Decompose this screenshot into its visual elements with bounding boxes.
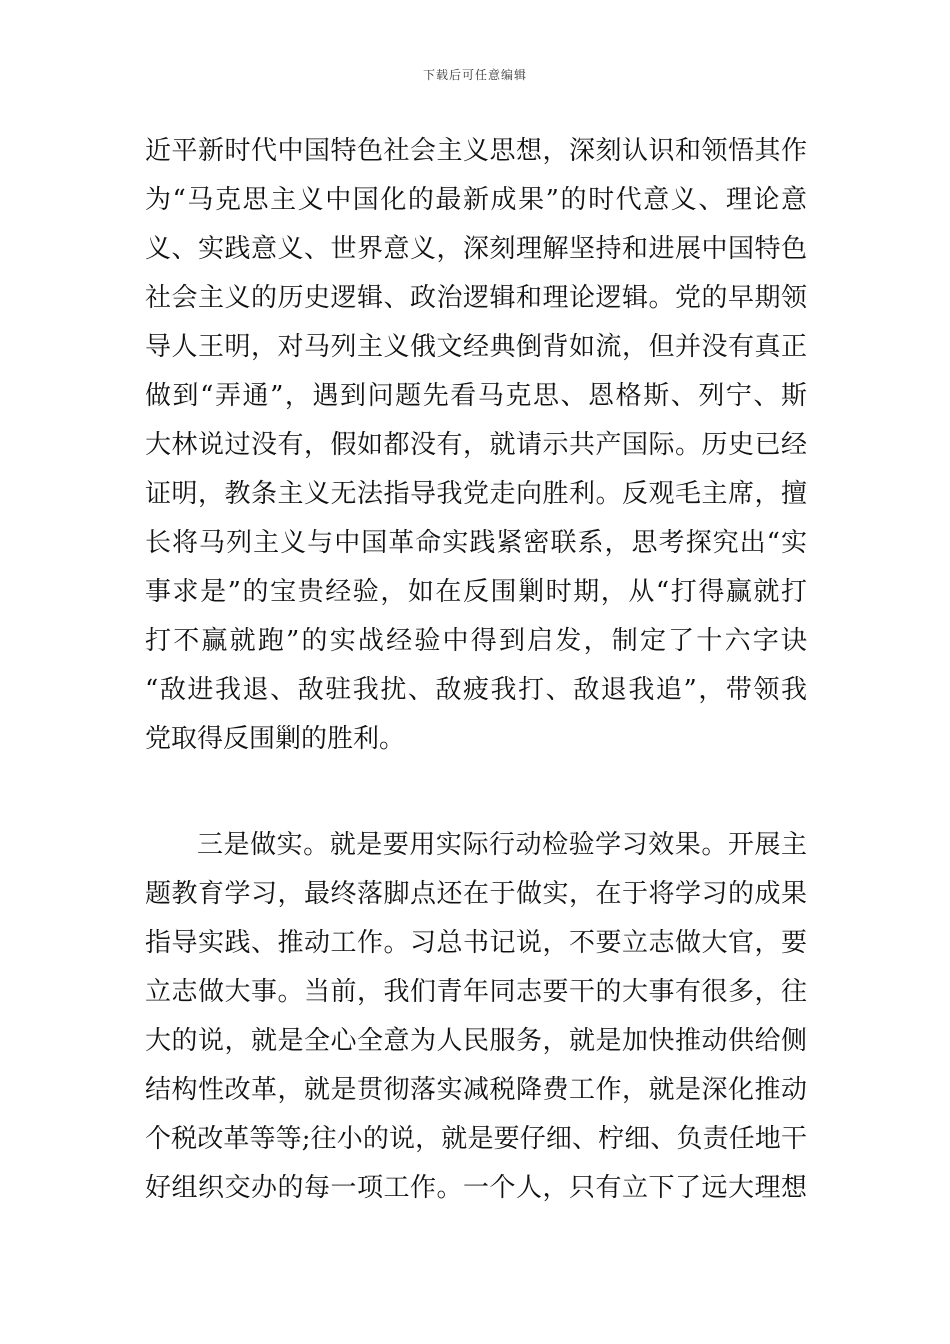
paragraph-line: 好组织交办的每一项工作。一个人，只有立下了远大理想 <box>145 1173 807 1203</box>
paragraph-line: 党取得反围剿的胜利。 <box>145 724 406 754</box>
paragraph-line: 立志做大事。当前，我们青年同志要干的大事有很多，往 <box>145 977 807 1007</box>
paragraph-2 <box>145 821 807 1213</box>
paragraph-line: “敌进我退、敌驻我扰、敌疲我打、敌退我追”，带领我 <box>145 675 807 705</box>
paragraph-line: 社会主义的历史逻辑、政治逻辑和理论逻辑。党的早期领 <box>145 283 807 313</box>
page-header-note: 下载后可任意编辑 <box>422 68 527 82</box>
paragraph-line: 个税改革等等;往小的说，就是要仔细、柠细、负责任地干 <box>145 1124 807 1154</box>
paragraph-line: 大林说过没有，假如都没有，就请示共产国际。历史已经 <box>145 430 807 460</box>
paragraph-1 <box>145 127 807 764</box>
paragraph-line: 为“马克思主义中国化的最新成果”的时代意义、理论意 <box>145 185 807 215</box>
paragraph-line: 结构性改革，就是贯彻落实减税降费工作，就是深化推动 <box>145 1075 807 1105</box>
paragraph-line: 义、实践意义、世界意义，深刻理解坚持和进展中国特色 <box>145 234 807 264</box>
paragraph-line: 大的说，就是全心全意为人民服务，就是加快推动供给侧 <box>145 1026 807 1056</box>
paragraph-line: 导人王明，对马列主义俄文经典倒背如流，但并没有真正 <box>145 332 807 362</box>
paragraph-line: 题教育学习，最终落脚点还在于做实，在于将学习的成果 <box>145 879 807 909</box>
paragraph-line: 三是做实。就是要用实际行动检验学习效果。开展主 <box>197 830 807 860</box>
paragraph-line: 近平新时代中国特色社会主义思想，深刻认识和领悟其作 <box>145 136 807 166</box>
paragraph-line: 证明，教条主义无法指导我党走向胜利。反观毛主席，擅 <box>145 479 807 509</box>
paragraph-line: 打不赢就跑”的实战经验中得到启发，制定了十六字诀 <box>145 626 807 656</box>
paragraph-line: 指导实践、推动工作。习总书记说，不要立志做大官，要 <box>145 928 807 958</box>
paragraph-line: 长将马列主义与中国革命实践紧密联系，思考探究出“实 <box>145 528 807 558</box>
paragraph-line: 做到“弄通”，遇到问题先看马克思、恩格斯、列宁、斯 <box>145 381 807 411</box>
paragraph-line: 事求是”的宝贵经验，如在反围剿时期，从“打得赢就打 <box>145 577 807 607</box>
